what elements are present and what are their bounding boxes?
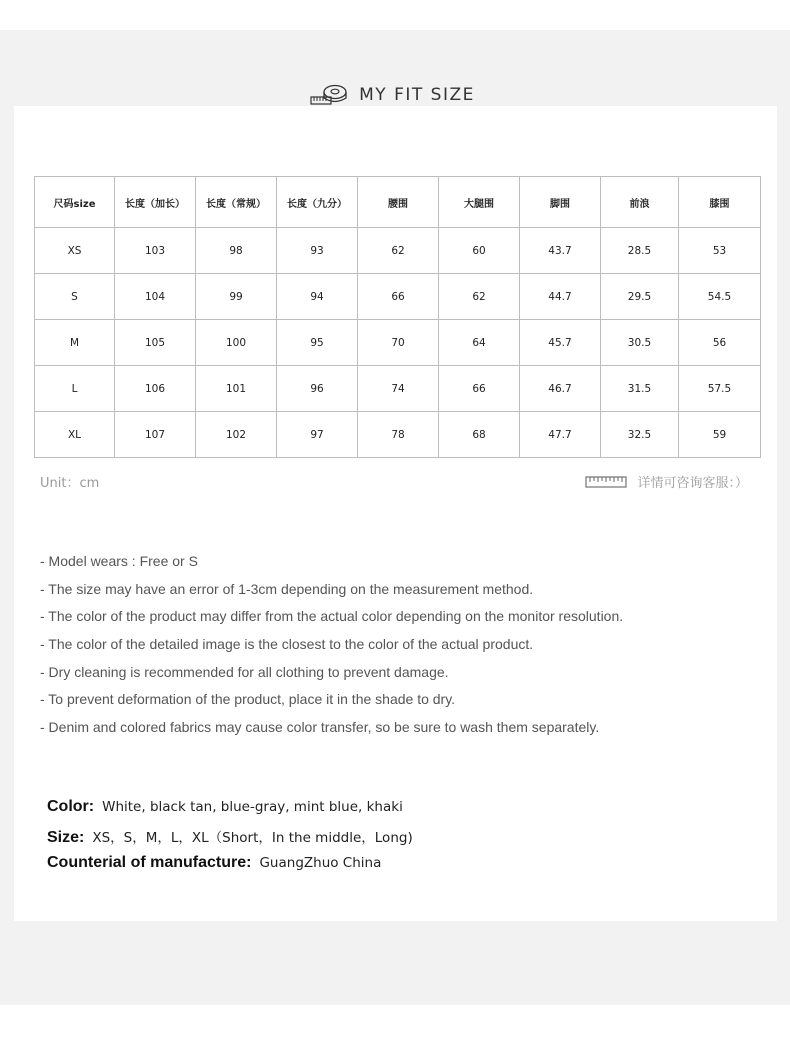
table-cell: 68 <box>439 412 520 458</box>
table-cell: 46.7 <box>520 366 601 412</box>
spec-label: Color: <box>47 798 95 815</box>
table-cell: 74 <box>358 366 439 412</box>
care-notes-list <box>40 550 760 744</box>
spec-size <box>47 826 747 854</box>
measuring-tape-icon <box>309 83 349 107</box>
table-row <box>35 412 761 458</box>
table-cell: 59 <box>679 412 761 458</box>
table-cell: 106 <box>115 366 196 412</box>
consult-text: 详情可咨询客服：） <box>637 476 748 491</box>
spec-label: Size: <box>47 829 85 846</box>
list-item: - Model wears : Free or S <box>40 553 198 569</box>
table-cell: XL <box>35 412 115 458</box>
table-cell: 98 <box>196 228 277 274</box>
spec-value: White, black tan, blue-gray, mint blue, khaki <box>102 799 403 815</box>
table-row <box>35 228 761 274</box>
table-cell: 95 <box>277 320 358 366</box>
table-cell: L <box>35 366 115 412</box>
list-item: - Denim and colored fabrics may cause color transfer, so be sure to wash them separately. <box>40 719 600 736</box>
table-cell: 30.5 <box>601 320 679 366</box>
table-cell: 44.7 <box>520 274 601 320</box>
table-cell: 57.5 <box>679 366 761 412</box>
table-cell: 99 <box>196 274 277 320</box>
table-cell: 78 <box>358 412 439 458</box>
table-cell: 66 <box>358 274 439 320</box>
table-row <box>35 366 761 412</box>
table-cell: 104 <box>115 274 196 320</box>
table-cell: 53 <box>679 228 761 274</box>
table-cell: 93 <box>277 228 358 274</box>
table-cell: 66 <box>439 366 520 412</box>
list-item: - To prevent deformation of the product, place it in the shade to dry. <box>40 691 456 708</box>
column-header: 长度（加长） <box>115 177 196 228</box>
ruler-icon <box>585 475 627 489</box>
table-cell: 29.5 <box>601 274 679 320</box>
table-cell: 62 <box>439 274 520 320</box>
list-item: - The color of the detailed image is the closest to the color of the actual product. <box>40 636 534 653</box>
list-item: - The color of the product may differ from the actual color depending on the monitor resolution. <box>40 608 624 625</box>
table-cell: 105 <box>115 320 196 366</box>
column-header: 长度（九分） <box>277 177 358 228</box>
table-cell: 64 <box>439 320 520 366</box>
table-cell: 94 <box>277 274 358 320</box>
table-cell: 97 <box>277 412 358 458</box>
table-cell: 70 <box>358 320 439 366</box>
table-cell: 101 <box>196 366 277 412</box>
spec-color <box>47 798 747 826</box>
column-header: 腰围 <box>358 177 439 228</box>
table-cell: M <box>35 320 115 366</box>
column-header: 脚围 <box>520 177 601 228</box>
table-cell: 54.5 <box>679 274 761 320</box>
column-header: 长度（常规） <box>196 177 277 228</box>
table-cell: 47.7 <box>520 412 601 458</box>
section-header <box>0 82 790 108</box>
column-header: 大腿围 <box>439 177 520 228</box>
table-cell: 103 <box>115 228 196 274</box>
table-cell: 56 <box>679 320 761 366</box>
table-cell: 31.5 <box>601 366 679 412</box>
list-item: - The size may have an error of 1-3cm depending on the measurement method. <box>40 580 534 597</box>
list-item: - Dry cleaning is recommended for all clothing to prevent damage. <box>40 663 449 680</box>
table-cell: XS <box>35 228 115 274</box>
size-chart-table <box>34 176 761 458</box>
table-cell: 100 <box>196 320 277 366</box>
table-cell: 28.5 <box>601 228 679 274</box>
spec-origin <box>47 854 747 882</box>
table-cell: 107 <box>115 412 196 458</box>
table-row <box>35 274 761 320</box>
table-cell: 43.7 <box>520 228 601 274</box>
table-cell: 60 <box>439 228 520 274</box>
page-title: MY FIT SIZE <box>359 85 475 105</box>
table-cell: 45.7 <box>520 320 601 366</box>
spec-value: GuangZhuo China <box>259 855 382 871</box>
table-cell: S <box>35 274 115 320</box>
product-specs <box>47 798 747 882</box>
consult-note <box>585 472 748 491</box>
table-cell: 96 <box>277 366 358 412</box>
column-header: 尺码size <box>35 177 115 228</box>
table-row <box>35 320 761 366</box>
table-cell: 32.5 <box>601 412 679 458</box>
table-cell: 62 <box>358 228 439 274</box>
column-header: 前浪 <box>601 177 679 228</box>
table-header-row <box>35 177 761 228</box>
unit-label: Unit：cm <box>40 476 100 491</box>
spec-value: XS，S，M，L，XL（Short，In the middle，Long) <box>92 830 413 846</box>
spec-label: Counterial of manufacture: <box>47 854 252 871</box>
column-header: 膝围 <box>679 177 761 228</box>
table-cell: 102 <box>196 412 277 458</box>
